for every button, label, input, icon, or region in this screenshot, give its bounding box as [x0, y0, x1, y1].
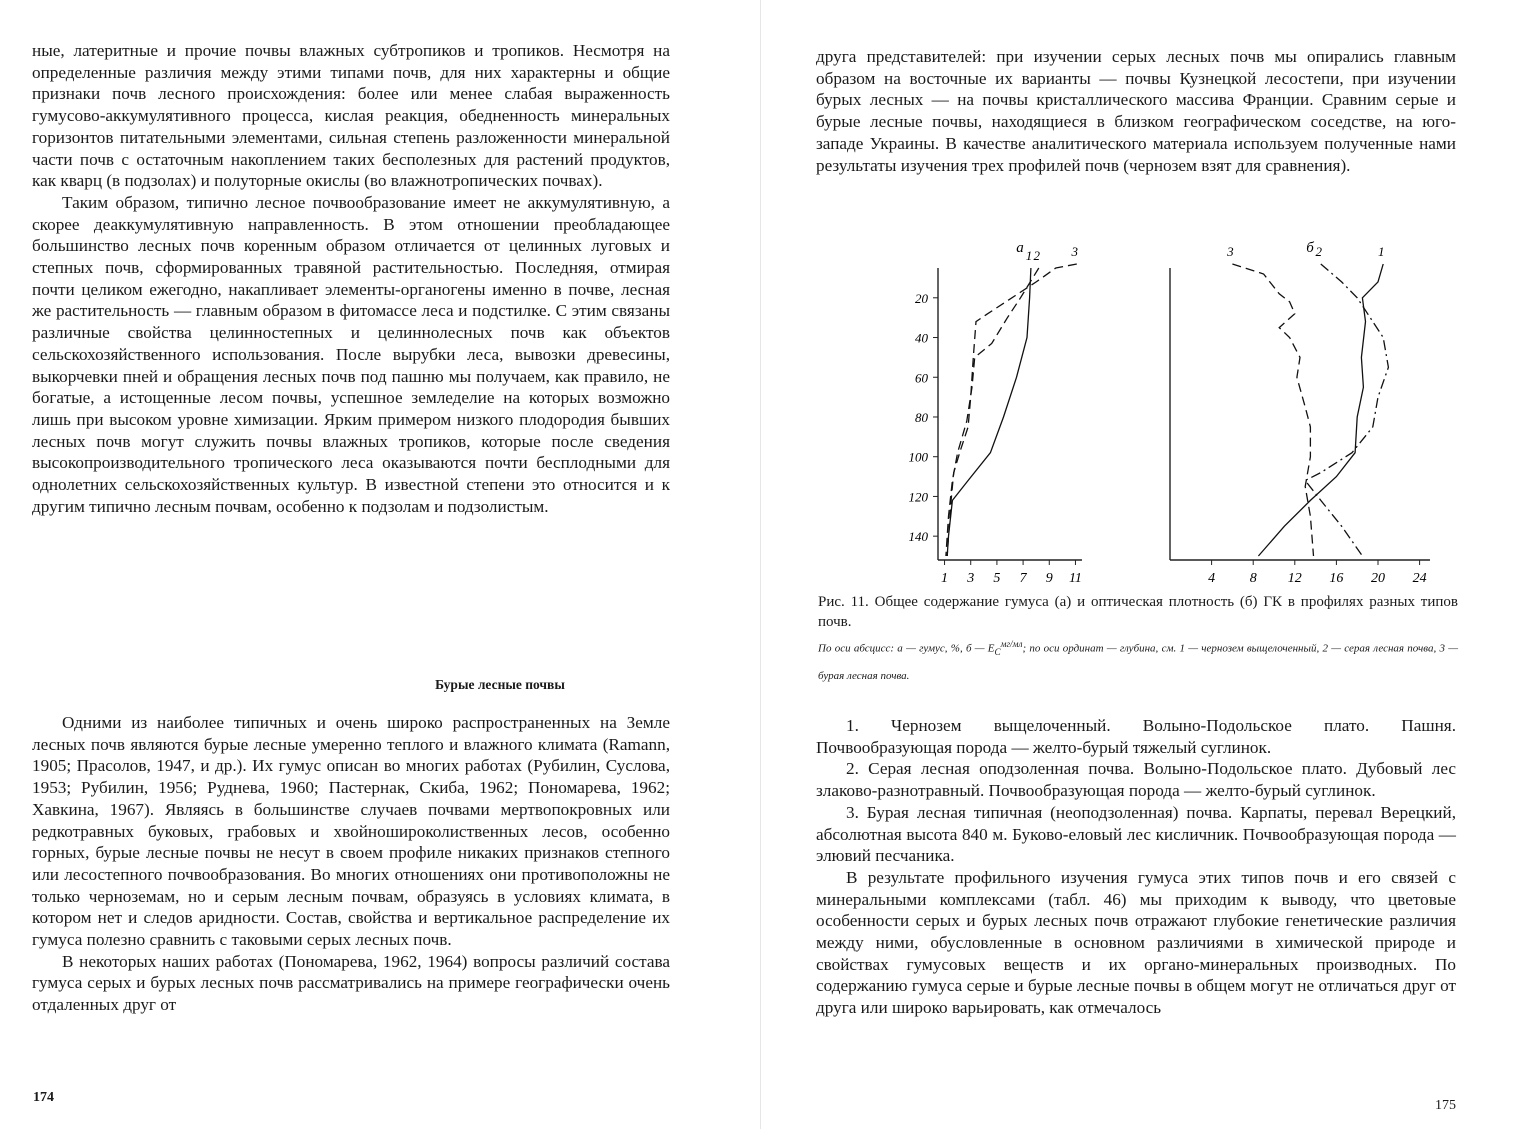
paragraph: В результате профильного изучения гумуса этих типов почв и его связей с минеральными комплексами (табл. 46) мы приходим к выводу, что цветовые особенности серых и бурых лесных почв отражают глубокие генетические различия между ними, обусловленные в основном различиями в химической природе и свойствах гумусовых веществ и их органо-минеральных производных. По содержанию гумуса серые и бурые лесные почвы в общем могут не отличаться друг от друга или широко варьировать, как отмечалось	[816, 867, 1456, 1018]
figure-11-chart	[860, 230, 1510, 590]
section-heading: Бурые лесные почвы	[435, 677, 565, 692]
series-label: 2	[1315, 244, 1323, 260]
chart-panel-a	[909, 240, 1083, 586]
left-page	[0, 0, 760, 1129]
series-label: 3	[1227, 244, 1234, 260]
paragraph: друга представителей: при изучении серых лесных почв мы опирались главным образом на восточные их варианты — почвы Кузнецкой лесостепи, при изучении бурых лесных — на почвы кристаллического массива Франции. Сравним серые и бурые лесные почвы, находящиеся в близком географическом соседстве, на юго-западе Украины. В качестве аналитического материала используем полученные нами результаты изучения трех профилей почв (чернозем взят для сравнения).	[816, 47, 1456, 175]
figure-caption-block	[818, 592, 1458, 688]
list-item: 2. Серая лесная оподзоленная почва. Волыно-Подольское плато. Дубовый лес злаково-разнотравный. Почвообразующая порода — желто-бурый суглинок.	[816, 759, 1456, 801]
series-label: 2	[1033, 248, 1041, 263]
x-tick-label: 12	[1287, 571, 1302, 586]
left-text-bottom	[32, 712, 670, 1016]
x-tick-label: 20	[1371, 571, 1385, 586]
x-tick-label: 24	[1412, 571, 1427, 586]
y-tick-label: 40	[915, 330, 928, 346]
series-line-2	[1305, 264, 1388, 556]
figure-legend: По оси абсцисс: а — гумус, %, б — $E_C^{мг/мл}$; по оси ординат — глубина, см. 1 — чернозем выщелоченный, 2 — серая лесная почва, 3 — бурая лесная почва.	[818, 639, 1458, 682]
figure-caption: Рис. 11. Общее содержание гумуса (а) и оптическая плотность (б) ГК в профилях разных типов почв.	[818, 594, 1458, 630]
paragraph: ные, латеритные и прочие почвы влажных субтропиков и тропиков. Несмотря на определенные различия между этими типами почв, для них характерны и общие признаки почв лесного происхождения: более или менее слабая выраженность гумусово-аккумулятивного процесса, кислая реакция, обедненность минеральных горизонтов питательными элементами, сильная степень разложенности минеральной части почв с остаточным накоплением таких бесполезных для растений продуктов, как кварц (в подзолах) и полуторные окислы (во влажнотропических почвах).	[32, 41, 670, 191]
right-text-top	[816, 46, 1456, 176]
y-tick-label: 20	[915, 290, 928, 306]
list-item: 1. Чернозем выщелоченный. Волыно-Подольское плато. Пашня. Почвообразующая порода — желто-бурый тяжелый суглинок.	[816, 716, 1456, 757]
paragraph: В некоторых наших работах (Пономарева, 1962, 1964) вопросы различий состава гумуса серых и бурых лесных почв рассматривались на примере географически очень отдаленных друг от	[32, 951, 670, 1015]
series-line-3	[947, 264, 1077, 556]
panel-label: б	[1306, 240, 1314, 256]
y-tick-label: 140	[908, 529, 928, 545]
x-tick-label: 1	[941, 571, 949, 586]
left-text-top	[32, 40, 670, 517]
page-number: 175	[1435, 1098, 1456, 1113]
paragraph: Одними из наиболее типичных и очень широко распространенных на Земле лесных почв являются бурые лесные умеренно теплого и влажного климата (Ramann, 1905; Прасолов, 1947, и др.). Их гумус описан во многих работах (Рубилин, Суслова, 1953; Рубилин, 1956; Руднева, 1960; Пастернак, Скиба, 1962; Пономарева, 1962; Хавкина, 1967). Являясь в большинстве случаев почвами мертвопокровных или редкотравных буковых, грабовых и хвойношироколиственных лесов, особенно горных, бурые лесные почвы не несут в своем профиле никаких признаков степного или лесостепного почвообразования. Во многих отношениях они противоположны не только черноземам, но и серым лесным почвам, образуясь в условиях климата, в котором нет и следов аридности. Состав, свойства и вертикальное распределение их гумуса полезно сравнить с таковыми серых лесных почв.	[32, 713, 670, 950]
x-tick-label: 11	[1068, 571, 1082, 586]
paragraph: Таким образом, типично лесное почвообразование имеет не аккумулятивную, а скорее деаккумулятивную направленность. В этом отношении преобладающее большинство лесных почв коренным образом отличается от целинных луговых и степных почв, сформированных травяной растительностью. Последняя, отмирая почти целиком ежегодно, накапливает элементы-органогены именно в почве, лесная же растительность — главным образом в фитомассе леса и подстилке. С этим связаны различные свойства целинностепных и целиннолесных почв как объектов сельскохозяйственного использования. После вырубки леса, вывозки древесины, выкорчевки пней и обращения лесных почв под пашню мы получаем, как правило, не богатые, а истощенные лесом почвы, успешное земледелие на которых возможно лишь при высоком уровне химизации. Ярким примером низкого плодородия бывших лесных почв могут служить почвы влажных тропиков, которые после сведения высокопроизводительного тропического леса оказываются почти бесплодными для однолетних сельскохозяйственных культур. В известной степени это относится и к другим типично лесным почвам, особенно к подзолам и подзолистым.	[32, 192, 670, 516]
right-text-bottom	[816, 715, 1456, 1019]
x-tick-label: 3	[967, 571, 975, 586]
series-label: 1	[1377, 244, 1385, 260]
x-tick-label: 5	[993, 571, 1001, 586]
x-tick-label: 8	[1249, 571, 1257, 586]
series-label: 1	[1025, 248, 1033, 263]
chart-panel-b	[1170, 240, 1430, 586]
page-number: 174	[33, 1090, 54, 1105]
series-label: 3	[1071, 244, 1079, 260]
x-tick-label: 9	[1045, 571, 1053, 586]
series-line-3	[1232, 264, 1313, 556]
right-page	[760, 0, 1521, 1129]
y-tick-label: 60	[915, 370, 928, 386]
x-tick-label: 16	[1329, 571, 1344, 586]
x-tick-label: 4	[1208, 571, 1216, 586]
series-line-1	[947, 268, 1031, 556]
panel-label: а	[1016, 240, 1024, 256]
list-item: 3. Бурая лесная типичная (неоподзоленная) почва. Карпаты, перевал Верецкий, абсолютная высота 840 м. Буково-еловый лес кисличник. Почвообразующая порода — элювий песчаника.	[816, 802, 1456, 866]
y-tick-label: 80	[915, 409, 928, 425]
y-tick-label: 100	[908, 449, 928, 465]
x-tick-label: 7	[1019, 571, 1027, 586]
y-tick-label: 120	[908, 489, 928, 505]
